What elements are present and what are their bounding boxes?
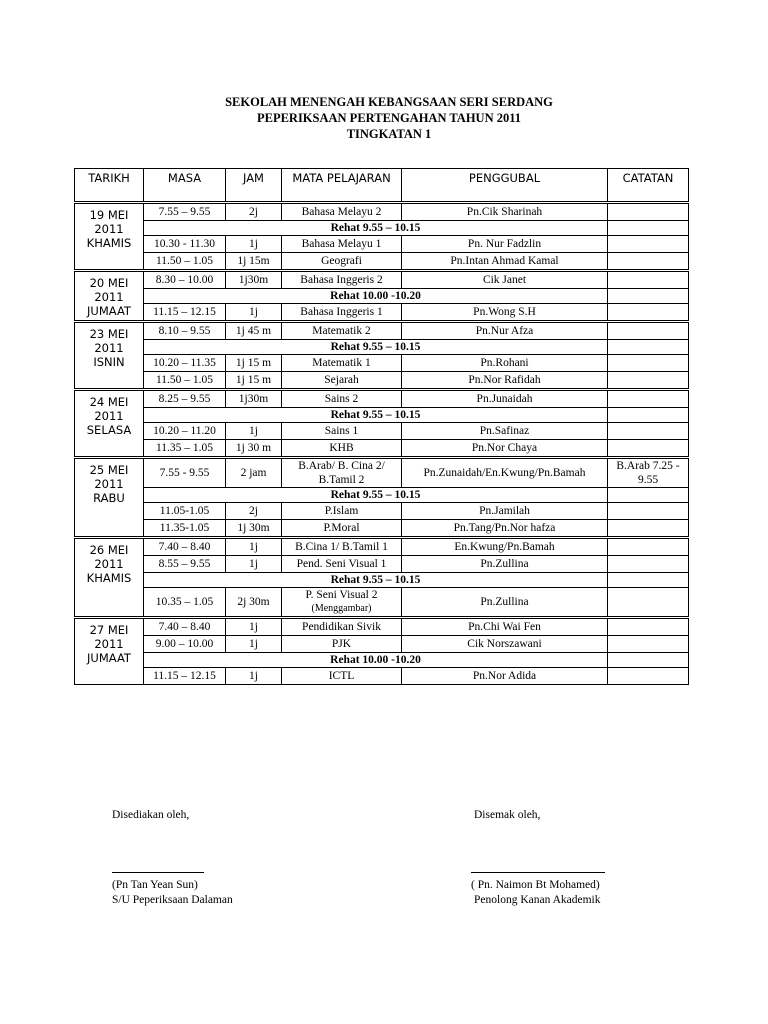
subject-name: KHB: [329, 442, 354, 454]
subject-cell: [282, 304, 402, 322]
catatan-cell: [608, 653, 689, 668]
subject-name: P. Seni Visual 2: [305, 589, 378, 601]
catatan-cell: [608, 538, 689, 556]
subject-name: P.Islam: [324, 505, 359, 517]
subject-cell: [282, 538, 402, 556]
catatan-cell: B.Arab 7.25 - 9.55: [608, 458, 689, 488]
catatan-cell: [608, 221, 689, 236]
masa-cell: 11.50 – 1.05: [144, 253, 226, 271]
exam-row: [75, 668, 689, 685]
col-header-masa: MASA: [144, 169, 226, 203]
subject-cell: [282, 556, 402, 573]
catatan-cell: [608, 520, 689, 538]
exam-row: [75, 271, 689, 289]
date-line: 2011: [94, 341, 124, 355]
date-line: 25 MEI: [89, 463, 129, 477]
penggubal-cell: Pn.Nor Chaya: [402, 440, 608, 458]
catatan-cell: [608, 573, 689, 588]
document-header: [0, 94, 768, 142]
break-cell: Rehat 9.55 – 10.15: [144, 340, 608, 355]
jam-cell: 2j: [226, 203, 282, 221]
col-header-tarikh: TARIKH: [75, 169, 144, 203]
subject-cell: [282, 458, 402, 488]
catatan-cell: [608, 408, 689, 423]
prepared-by-name: (Pn Tan Yean Sun): [112, 879, 198, 891]
date-line: 2011: [94, 637, 124, 651]
penggubal-cell: Pn. Nur Fadzlin: [402, 236, 608, 253]
jam-cell: 1j: [226, 304, 282, 322]
subject-name: Bahasa Melayu 1: [301, 238, 382, 250]
penggubal-cell: Pn.Tang/Pn.Nor hafza: [402, 520, 608, 538]
jam-cell: 1j 15 m: [226, 355, 282, 372]
col-header-mata-pelajaran: MATA PELAJARAN: [282, 169, 402, 203]
exam-schedule-table: [74, 168, 689, 685]
catatan-cell: [608, 203, 689, 221]
masa-cell: 8.10 – 9.55: [144, 322, 226, 340]
date-line: 2011: [94, 557, 124, 571]
jam-cell: 1j 15m: [226, 253, 282, 271]
date-cell: [75, 538, 144, 618]
subject-name: Pendidikan Sivik: [302, 621, 381, 633]
catatan-cell: [608, 668, 689, 685]
catatan-cell: [608, 556, 689, 573]
col-header-penggubal: PENGGUBAL: [402, 169, 608, 203]
jam-cell: 1j: [226, 236, 282, 253]
subject-name: Sejarah: [324, 374, 359, 386]
exam-row: [75, 372, 689, 390]
jam-cell: 1j: [226, 538, 282, 556]
date-line: JUMAAT: [87, 651, 131, 665]
exam-row: [75, 440, 689, 458]
penggubal-cell: Cik Norszawani: [402, 636, 608, 653]
date-line: 27 MEI: [89, 623, 129, 637]
date-line: ISNIN: [93, 355, 125, 369]
jam-cell: 1j30m: [226, 271, 282, 289]
catatan-cell: [608, 488, 689, 503]
penggubal-cell: Pn.Nur Afza: [402, 322, 608, 340]
subject-cell: [282, 440, 402, 458]
break-row: [75, 340, 689, 355]
exam-row: [75, 390, 689, 408]
exam-row: [75, 304, 689, 322]
table-header-row: [75, 169, 689, 203]
break-cell: Rehat 10.00 -10.20: [144, 653, 608, 668]
subject-cell: [282, 322, 402, 340]
date-cell: [75, 390, 144, 458]
date-line: KHAMIS: [86, 571, 132, 585]
col-header-jam: JAM: [226, 169, 282, 203]
penggubal-cell: Pn.Jamilah: [402, 503, 608, 520]
date-line: 24 MEI: [89, 395, 129, 409]
subject-name: Sains 2: [324, 393, 359, 405]
date-line: 20 MEI: [89, 276, 129, 290]
penggubal-cell: Pn.Chi Wai Fen: [402, 618, 608, 636]
break-cell: Rehat 9.55 – 10.15: [144, 221, 608, 236]
jam-cell: 1j: [226, 556, 282, 573]
catatan-cell: [608, 322, 689, 340]
subject-name: P.Moral: [323, 522, 360, 534]
subject-name: B.Cina 1/ B.Tamil 1: [295, 541, 388, 553]
catatan-cell: [608, 340, 689, 355]
masa-cell: 11.15 – 12.15: [144, 304, 226, 322]
masa-cell: 7.40 – 8.40: [144, 618, 226, 636]
prepared-by-label: Disediakan oleh,: [112, 809, 190, 821]
masa-cell: 11.50 – 1.05: [144, 372, 226, 390]
signature-line: [471, 872, 605, 873]
break-row: [75, 221, 689, 236]
jam-cell: 1j30m: [226, 390, 282, 408]
subject-note: (Menggambar): [311, 603, 372, 614]
exam-row: [75, 538, 689, 556]
catatan-cell: [608, 304, 689, 322]
masa-cell: 7.55 - 9.55: [144, 458, 226, 488]
exam-title: PEPERIKSAAN PERTENGAHAN TAHUN 2011: [256, 111, 522, 125]
masa-cell: 11.05-1.05: [144, 503, 226, 520]
masa-cell: 10.20 – 11.35: [144, 355, 226, 372]
exam-row: [75, 503, 689, 520]
exam-row: [75, 253, 689, 271]
subject-cell: [282, 253, 402, 271]
subject-cell: [282, 271, 402, 289]
jam-cell: 1j: [226, 423, 282, 440]
catatan-cell: [608, 618, 689, 636]
exam-row: [75, 520, 689, 538]
penggubal-cell: Pn.Zullina: [402, 588, 608, 618]
masa-cell: 11.35-1.05: [144, 520, 226, 538]
checked-by-name: ( Pn. Naimon Bt Mohamed): [471, 879, 600, 891]
masa-cell: 11.35 – 1.05: [144, 440, 226, 458]
subject-cell: [282, 636, 402, 653]
break-row: [75, 289, 689, 304]
catatan-cell: [608, 503, 689, 520]
penggubal-cell: Pn.Intan Ahmad Kamal: [402, 253, 608, 271]
checked-by-label: Disemak oleh,: [474, 809, 541, 821]
jam-cell: 1j 30m: [226, 520, 282, 538]
subject-cell: [282, 236, 402, 253]
catatan-cell: [608, 372, 689, 390]
subject-name: Matematik 2: [312, 325, 371, 337]
break-row: [75, 408, 689, 423]
catatan-cell: [608, 390, 689, 408]
catatan-cell: [608, 440, 689, 458]
subject-cell: [282, 503, 402, 520]
catatan-cell: [608, 289, 689, 304]
date-line: 2011: [94, 222, 124, 236]
exam-row: [75, 203, 689, 221]
subject-cell: [282, 520, 402, 538]
date-line: KHAMIS: [86, 236, 132, 250]
exam-row: [75, 556, 689, 573]
masa-cell: 10.20 – 11.20: [144, 423, 226, 440]
jam-cell: 1j: [226, 668, 282, 685]
subject-name: Matematik 1: [312, 357, 371, 369]
date-line: 26 MEI: [89, 543, 129, 557]
col-header-catatan: CATATAN: [608, 169, 689, 203]
subject-cell: [282, 618, 402, 636]
exam-row: [75, 355, 689, 372]
subject-name: ICTL: [328, 670, 355, 682]
exam-row: [75, 458, 689, 488]
penggubal-cell: Pn.Safinaz: [402, 423, 608, 440]
date-line: 23 MEI: [89, 327, 129, 341]
penggubal-cell: En.Kwung/Pn.Bamah: [402, 538, 608, 556]
jam-cell: 1j 15 m: [226, 372, 282, 390]
penggubal-cell: Pn.Junaidah: [402, 390, 608, 408]
date-line: SELASA: [86, 423, 132, 437]
masa-cell: 7.55 – 9.55: [144, 203, 226, 221]
penggubal-cell: Pn.Nor Rafidah: [402, 372, 608, 390]
subject-cell: [282, 423, 402, 440]
catatan-cell: [608, 236, 689, 253]
date-line: JUMAAT: [87, 304, 131, 318]
subject-name: Sains 1: [324, 425, 359, 437]
break-cell: Rehat 10.00 -10.20: [144, 289, 608, 304]
subject-name: Bahasa Inggeris 1: [300, 306, 383, 318]
subject-cell: [282, 203, 402, 221]
masa-cell: 10.35 – 1.05: [144, 588, 226, 618]
masa-cell: 10.30 - 11.30: [144, 236, 226, 253]
break-row: [75, 573, 689, 588]
jam-cell: 2 jam: [226, 458, 282, 488]
subject-cell: [282, 390, 402, 408]
subject-name: B.Arab/ B. Cina 2/ B.Tamil 2: [298, 460, 385, 486]
date-cell: [75, 458, 144, 538]
penggubal-cell: Pn.Rohani: [402, 355, 608, 372]
form-level: TINGKATAN 1: [346, 127, 432, 141]
exam-row: [75, 636, 689, 653]
masa-cell: 8.30 – 10.00: [144, 271, 226, 289]
subject-name: Bahasa Melayu 2: [301, 206, 382, 218]
masa-cell: 8.25 – 9.55: [144, 390, 226, 408]
school-name: SEKOLAH MENENGAH KEBANGSAAN SERI SERDANG: [225, 95, 553, 109]
exam-row: [75, 588, 689, 618]
jam-cell: 2j: [226, 503, 282, 520]
prepared-by-title: S/U Peperiksaan Dalaman: [112, 894, 233, 906]
catatan-cell: [608, 588, 689, 618]
penggubal-cell: Pn.Cik Sharinah: [402, 203, 608, 221]
signature-line: [112, 872, 204, 873]
date-line: RABU: [93, 491, 125, 505]
catatan-cell: [608, 423, 689, 440]
penggubal-cell: Pn.Wong S.H: [402, 304, 608, 322]
date-cell: [75, 271, 144, 322]
subject-name: Pend. Seni Visual 1: [296, 558, 387, 570]
exam-row: [75, 423, 689, 440]
break-cell: Rehat 9.55 – 10.15: [144, 573, 608, 588]
subject-name: Geografi: [321, 255, 362, 267]
catatan-cell: [608, 636, 689, 653]
date-cell: [75, 322, 144, 390]
catatan-cell: [608, 355, 689, 372]
date-line: 2011: [94, 409, 124, 423]
subject-cell: [282, 668, 402, 685]
penggubal-cell: Pn.Nor Adida: [402, 668, 608, 685]
break-row: [75, 488, 689, 503]
subject-cell: [282, 355, 402, 372]
jam-cell: 1j 30 m: [226, 440, 282, 458]
date-line: 2011: [94, 477, 124, 491]
masa-cell: 9.00 – 10.00: [144, 636, 226, 653]
catatan-cell: [608, 271, 689, 289]
prepared-by-block: [112, 808, 233, 908]
checked-by-block: [471, 808, 605, 908]
jam-cell: 1j 45 m: [226, 322, 282, 340]
break-cell: Rehat 9.55 – 10.15: [144, 488, 608, 503]
date-cell: [75, 203, 144, 271]
break-row: [75, 653, 689, 668]
penggubal-cell: Cik Janet: [402, 271, 608, 289]
date-cell: [75, 618, 144, 685]
exam-row: [75, 618, 689, 636]
jam-cell: 1j: [226, 618, 282, 636]
masa-cell: 7.40 – 8.40: [144, 538, 226, 556]
masa-cell: 8.55 – 9.55: [144, 556, 226, 573]
date-line: 2011: [94, 290, 124, 304]
break-cell: Rehat 9.55 – 10.15: [144, 408, 608, 423]
jam-cell: 1j: [226, 636, 282, 653]
subject-name: PJK: [331, 638, 352, 650]
masa-cell: 11.15 – 12.15: [144, 668, 226, 685]
checked-by-title: Penolong Kanan Akademik: [474, 894, 601, 906]
subject-cell: [282, 372, 402, 390]
jam-cell: 2j 30m: [226, 588, 282, 618]
penggubal-cell: Pn.Zunaidah/En.Kwung/Pn.Bamah: [402, 458, 608, 488]
exam-row: [75, 322, 689, 340]
penggubal-cell: Pn.Zullina: [402, 556, 608, 573]
date-line: 19 MEI: [89, 208, 129, 222]
subject-name: Bahasa Inggeris 2: [300, 274, 383, 286]
catatan-cell: [608, 253, 689, 271]
exam-row: [75, 236, 689, 253]
subject-cell: [282, 588, 402, 618]
